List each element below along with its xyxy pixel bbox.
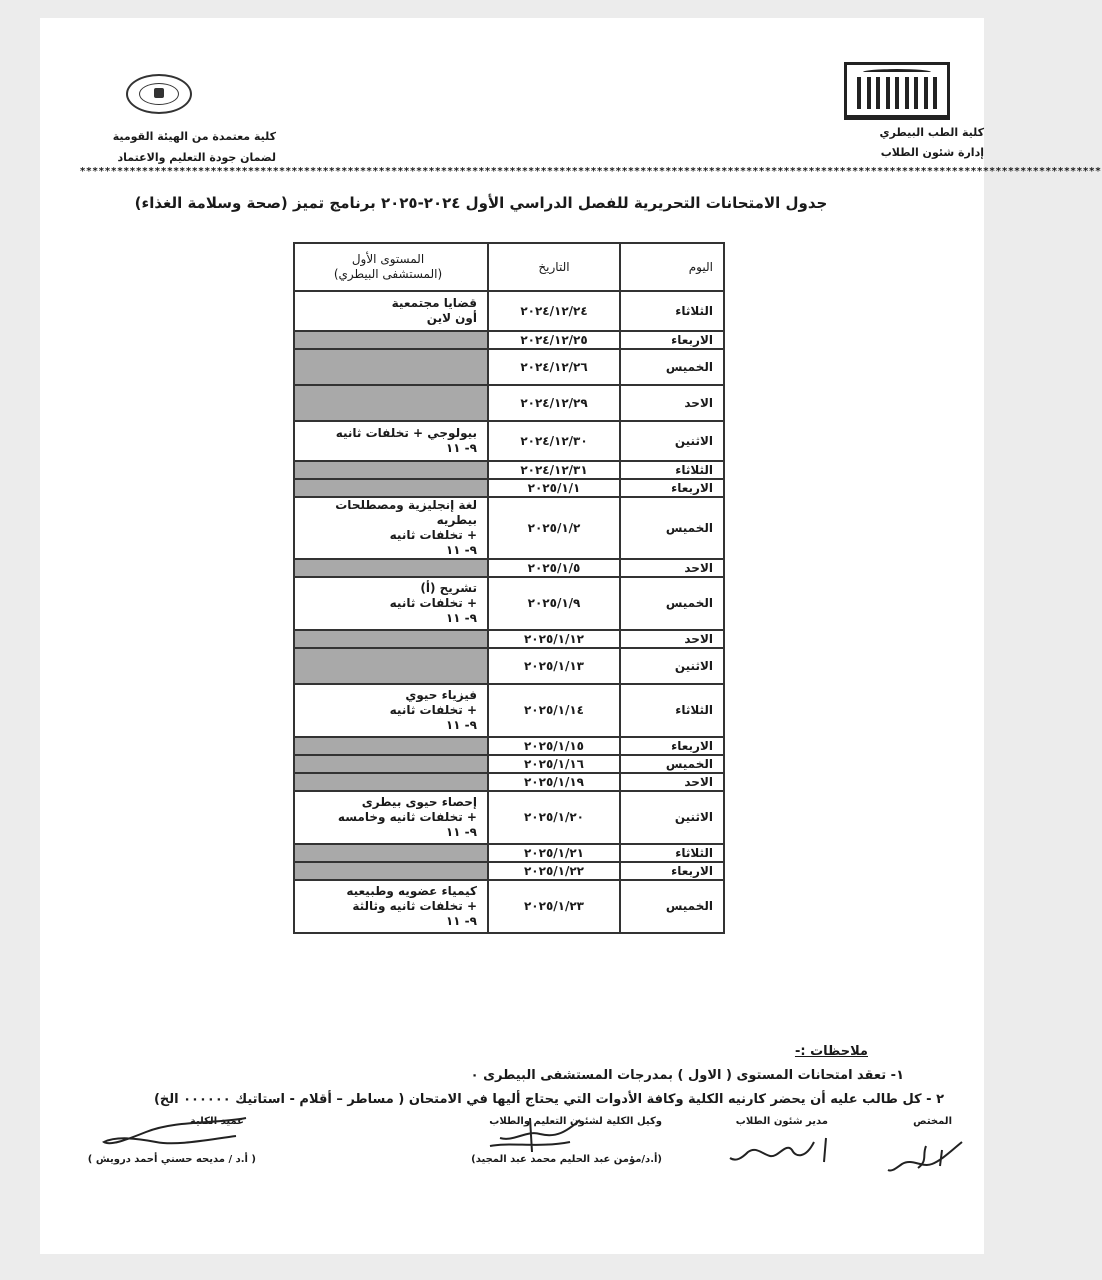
note-2: ٢ - كل طالب عليه أن يحضر كارنيه الكلية وكافة الأدوات التي يحتاج أليها في الامتحان ( مساطر – أقلام - استاتيك ٠٠٠٠٠٠ الخ) bbox=[153, 1092, 944, 1107]
accreditation-line2: لضمان جودة التعليم والاعتماد bbox=[117, 151, 276, 164]
table-row bbox=[294, 773, 724, 791]
cell-day: الاحد bbox=[620, 385, 724, 421]
department-name: إدارة شئون الطلاب bbox=[880, 146, 984, 159]
accreditation-line1: كلية معتمدة من الهيئة القومية bbox=[112, 130, 276, 143]
header-date: التاريخ bbox=[488, 243, 620, 291]
cell-exam bbox=[294, 737, 488, 755]
exam-line: + تخلفات ثانيه bbox=[389, 596, 477, 610]
cell-exam bbox=[294, 497, 488, 559]
table-row bbox=[294, 385, 724, 421]
cell-date: ٢٠٢٥/١/٢٠ bbox=[488, 791, 620, 844]
table-row bbox=[294, 577, 724, 630]
cell-exam bbox=[294, 862, 488, 880]
exam-line: قضايا مجتمعية bbox=[391, 296, 477, 310]
exam-line: بيولوجي + تخلفات ثانيه bbox=[335, 426, 477, 440]
exam-line: فيزياء حيوي bbox=[405, 688, 477, 702]
table-row bbox=[294, 648, 724, 684]
cell-date: ٢٠٢٤/١٢/٢٥ bbox=[488, 331, 620, 349]
table-row bbox=[294, 461, 724, 479]
exam-line: كيمياء عضويه وطبيعيه bbox=[346, 884, 477, 898]
table-header-row bbox=[294, 243, 724, 291]
cell-day: الاحد bbox=[620, 559, 724, 577]
cell-day: الاربعاء bbox=[620, 737, 724, 755]
header-level bbox=[294, 243, 488, 291]
cell-date: ٢٠٢٥/١/١ bbox=[488, 479, 620, 497]
table-row bbox=[294, 349, 724, 385]
cell-day: الثلاثاء bbox=[620, 461, 724, 479]
vice-dean-signature bbox=[470, 1112, 590, 1158]
exam-line: ٩- ١١ bbox=[445, 718, 477, 732]
cell-day: الخميس bbox=[620, 880, 724, 933]
cell-exam bbox=[294, 684, 488, 737]
cell-exam bbox=[294, 880, 488, 933]
exam-line: ٩- ١١ bbox=[445, 825, 477, 839]
exam-line: إحصاء حيوى بيطرى bbox=[361, 795, 477, 809]
cell-exam bbox=[294, 577, 488, 630]
cell-day: الثلاثاء bbox=[620, 291, 724, 331]
note-1: ١- تعقد امتحانات المستوى ( الاول ) بمدرجات المستشفى البيطرى ٠ bbox=[470, 1068, 904, 1083]
specialist-signature bbox=[882, 1130, 972, 1180]
table-row bbox=[294, 844, 724, 862]
manager-signature bbox=[726, 1128, 836, 1172]
table-row bbox=[294, 421, 724, 461]
cell-date: ٢٠٢٥/١/١٢ bbox=[488, 630, 620, 648]
cell-exam bbox=[294, 559, 488, 577]
cell-exam bbox=[294, 773, 488, 791]
page-title: جدول الامتحانات التحريرية للفصل الدراسي الأول ٢٠٢٤-٢٠٢٥ برنامج تميز (صحة وسلامة الغذاء) bbox=[134, 194, 828, 212]
table-row bbox=[294, 684, 724, 737]
cell-date: ٢٠٢٥/١/٥ bbox=[488, 559, 620, 577]
cell-exam bbox=[294, 385, 488, 421]
cell-date: ٢٠٢٤/١٢/٢٩ bbox=[488, 385, 620, 421]
cell-date: ٢٠٢٥/١/٩ bbox=[488, 577, 620, 630]
exam-line: ٩- ١١ bbox=[445, 914, 477, 928]
cell-exam bbox=[294, 648, 488, 684]
table-row bbox=[294, 331, 724, 349]
table-row bbox=[294, 737, 724, 755]
cell-date: ٢٠٢٥/١/١٦ bbox=[488, 755, 620, 773]
header-level-line2: (المستشفى البيطري) bbox=[333, 267, 443, 281]
cell-exam bbox=[294, 791, 488, 844]
cell-date: ٢٠٢٤/١٢/٣١ bbox=[488, 461, 620, 479]
cell-exam bbox=[294, 421, 488, 461]
cell-day: الاربعاء bbox=[620, 862, 724, 880]
cell-day: الخميس bbox=[620, 497, 724, 559]
dean-name: ( أ.د / مديحه حسني أحمد درويش ) bbox=[87, 1154, 256, 1165]
table-row bbox=[294, 479, 724, 497]
cell-date: ٢٠٢٥/١/٢٢ bbox=[488, 862, 620, 880]
table-row bbox=[294, 755, 724, 773]
cell-date: ٢٠٢٥/١/١٤ bbox=[488, 684, 620, 737]
exam-line: لغة إنجليزية ومصطلحات بيطريه bbox=[335, 498, 477, 527]
cell-exam bbox=[294, 844, 488, 862]
exam-line: ٩- ١١ bbox=[445, 543, 477, 557]
cell-date: ٢٠٢٥/١/٢ bbox=[488, 497, 620, 559]
cell-date: ٢٠٢٥/١/١٩ bbox=[488, 773, 620, 791]
exam-line: + تخلفات ثانيه bbox=[389, 528, 477, 542]
cell-exam bbox=[294, 461, 488, 479]
cell-day: الاثنين bbox=[620, 421, 724, 461]
exam-line: تشريح (أ) bbox=[420, 581, 477, 595]
table-row bbox=[294, 291, 724, 331]
dean-signature bbox=[96, 1112, 256, 1154]
vice-dean-title: وكيل الكلية لشئون التعليم والطلاب bbox=[489, 1116, 662, 1127]
specialist-title: المختص bbox=[913, 1116, 952, 1127]
manager-title: مدير شئون الطلاب bbox=[735, 1116, 828, 1127]
table-row bbox=[294, 880, 724, 933]
cell-date: ٢٠٢٤/١٢/٣٠ bbox=[488, 421, 620, 461]
table-row bbox=[294, 559, 724, 577]
star-divider: ******************************************************************************************************************************************************************** bbox=[80, 166, 1102, 177]
cell-exam bbox=[294, 630, 488, 648]
cell-date: ٢٠٢٤/١٢/٢٦ bbox=[488, 349, 620, 385]
cell-date: ٢٠٢٥/١/١٥ bbox=[488, 737, 620, 755]
exam-line: + تخلفات ثانيه bbox=[389, 703, 477, 717]
accreditation-logo-icon bbox=[126, 74, 192, 114]
cell-date: ٢٠٢٥/١/١٣ bbox=[488, 648, 620, 684]
cell-exam bbox=[294, 479, 488, 497]
exam-line: ٩- ١١ bbox=[445, 441, 477, 455]
cell-day: الاثنين bbox=[620, 791, 724, 844]
cell-day: الاثنين bbox=[620, 648, 724, 684]
cell-day: الاربعاء bbox=[620, 331, 724, 349]
cell-day: الاحد bbox=[620, 630, 724, 648]
cell-exam bbox=[294, 331, 488, 349]
exam-line: + تخلفات ثانيه وخامسه bbox=[337, 810, 477, 824]
cell-date: ٢٠٢٥/١/٢٣ bbox=[488, 880, 620, 933]
dean-title: عميد الكلية bbox=[189, 1116, 244, 1127]
cell-day: الاربعاء bbox=[620, 479, 724, 497]
table-row bbox=[294, 630, 724, 648]
cell-exam bbox=[294, 291, 488, 331]
exam-line: ٩- ١١ bbox=[445, 611, 477, 625]
table-row bbox=[294, 862, 724, 880]
cell-date: ٢٠٢٤/١٢/٢٤ bbox=[488, 291, 620, 331]
notes-title: ملاحظات :- bbox=[794, 1044, 868, 1059]
faculty-name: كلية الطب البيطري bbox=[879, 126, 984, 139]
cell-day: الثلاثاء bbox=[620, 844, 724, 862]
cell-day: الخميس bbox=[620, 577, 724, 630]
exam-schedule-table bbox=[293, 242, 725, 934]
faculty-logo-icon bbox=[844, 62, 950, 120]
cell-day: الخميس bbox=[620, 349, 724, 385]
exam-line: + تخلفات ثانيه وثالثة bbox=[352, 899, 477, 913]
header-level-line1: المستوى الأول bbox=[351, 252, 425, 266]
exam-line: أون لاين bbox=[426, 311, 477, 325]
cell-day: الثلاثاء bbox=[620, 684, 724, 737]
table-row bbox=[294, 497, 724, 559]
cell-exam bbox=[294, 755, 488, 773]
cell-date: ٢٠٢٥/١/٢١ bbox=[488, 844, 620, 862]
cell-exam bbox=[294, 349, 488, 385]
vice-dean-name: (أ.د/مؤمن عبد الحليم محمد عبد المجيد) bbox=[471, 1154, 662, 1165]
header-day: اليوم bbox=[620, 243, 724, 291]
table-row bbox=[294, 791, 724, 844]
cell-day: الاحد bbox=[620, 773, 724, 791]
cell-day: الخميس bbox=[620, 755, 724, 773]
